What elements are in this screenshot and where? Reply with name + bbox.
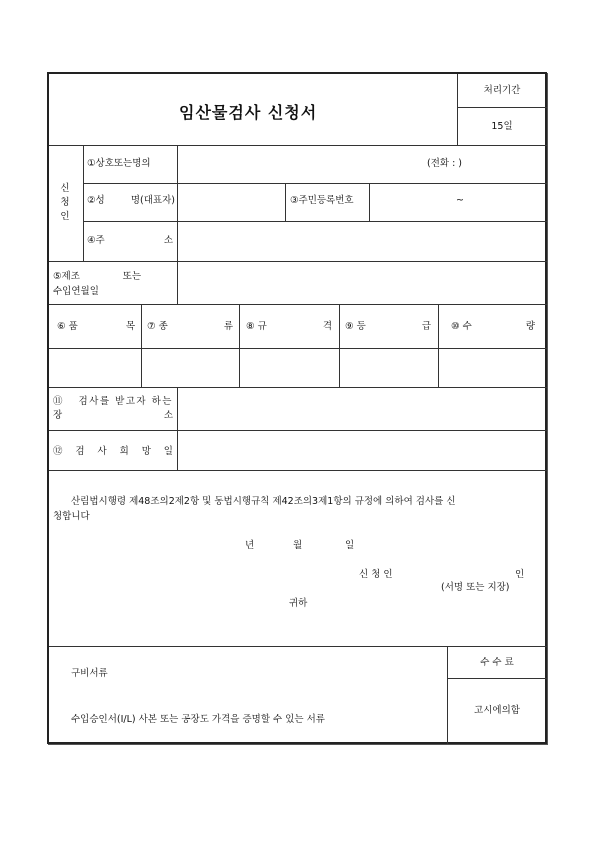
divider: [49, 387, 547, 388]
applicant-signature-label: 신 청 인: [359, 569, 393, 580]
name-label-char: ②성: [87, 195, 105, 206]
manufacture-date-label-line2: 수입연월일: [53, 286, 99, 297]
divider: [457, 107, 547, 108]
date-label-char: 희: [119, 446, 129, 457]
divider: [239, 304, 240, 387]
phone-label: (전화 : ): [427, 158, 463, 169]
fee-label: 수 수 료: [480, 657, 514, 668]
column-char: 품: [68, 321, 78, 332]
field-number: ⑫: [53, 446, 63, 457]
column-number: ⑦: [147, 321, 156, 332]
divider: [83, 183, 547, 184]
date-label-char: 검: [75, 446, 85, 457]
address-label-char: ④주: [87, 235, 105, 246]
business-name-label: ①상호또는명의: [87, 158, 151, 169]
name-label: [87, 195, 175, 207]
divider: [49, 304, 547, 305]
column-number: ⑨: [345, 321, 354, 332]
column-char: 격: [322, 321, 332, 332]
field-number: ⑪: [53, 396, 63, 407]
seal-mark: 인: [515, 569, 525, 580]
column-header-grade: [345, 321, 431, 333]
manufacture-label-word: ⑤제조: [53, 271, 80, 282]
inspection-place-char: 장: [53, 410, 63, 421]
signature-note: (서명 또는 지장): [441, 582, 510, 593]
inspection-date-label: [53, 446, 173, 458]
resident-number-separator: ~: [456, 195, 464, 206]
divider: [49, 430, 547, 431]
processing-period-value: 15일: [491, 121, 513, 132]
address-label-char: 소: [163, 235, 173, 246]
required-documents-label: 구비서류: [71, 668, 108, 679]
applicant-section-label: 신청인: [60, 183, 70, 222]
divider: [177, 430, 178, 470]
column-number: ⑧: [246, 321, 255, 332]
name-label-rep: 명(대표자): [130, 195, 175, 206]
divider: [49, 145, 547, 146]
divider: [83, 221, 547, 222]
divider: [49, 470, 547, 471]
date-year: 년: [245, 540, 255, 551]
manufacture-date-label-line1: [53, 271, 141, 283]
addressee-suffix: 귀하: [289, 598, 308, 609]
column-number: ⑥: [57, 321, 66, 332]
column-char: 등: [356, 321, 366, 332]
column-header-type: [147, 321, 233, 333]
column-char: 종: [158, 321, 168, 332]
divider: [83, 145, 84, 261]
column-char: 류: [223, 321, 233, 332]
address-label: [87, 235, 173, 247]
divider: [285, 183, 286, 221]
fee-value: 고시에의함: [474, 705, 520, 716]
inspection-place-label-line1: [53, 396, 173, 408]
column-header-item: [57, 321, 135, 333]
inspection-place-label-line2: [53, 410, 173, 422]
date-label-char: 일: [163, 446, 173, 457]
resident-number-label: ③주민등록번호: [290, 195, 354, 206]
date-month: 월: [293, 540, 303, 551]
divider: [49, 646, 547, 647]
divider: [339, 304, 340, 387]
column-header-quantity: [451, 321, 535, 333]
divider: [141, 304, 142, 387]
divider: [49, 348, 547, 349]
date-label-char: 망: [141, 446, 151, 457]
column-number: ⑩: [451, 321, 460, 332]
divider: [49, 261, 547, 262]
inspection-place-char: 소: [163, 410, 173, 421]
form-title: 임산물검사 신청서: [179, 103, 318, 122]
divider: [177, 387, 178, 430]
divider: [177, 145, 178, 261]
column-char: 규: [257, 321, 267, 332]
column-header-spec: [246, 321, 332, 333]
statement-line2: 청합니다: [53, 511, 90, 522]
column-char: 수: [462, 321, 472, 332]
date-label-char: 사: [97, 446, 107, 457]
processing-period-label: 처리기간: [483, 85, 521, 96]
statement-line1: 산림법시행령 제48조의2제2항 및 동법시행규칙 제42조의3제1항의 규정에 의하여 검사를 신: [71, 496, 456, 507]
inspection-place-text: 검사를 받고자 하는: [78, 396, 173, 407]
divider: [369, 183, 370, 221]
divider: [438, 304, 439, 387]
column-char: 급: [421, 321, 431, 332]
required-document-item: 수입승인서(I/L) 사본 또는 공장도 가격을 증명할 수 있는 서류: [71, 714, 325, 725]
manufacture-label-word: 또는: [122, 271, 141, 282]
date-day: 일: [345, 540, 355, 551]
column-char: 량: [525, 321, 535, 332]
column-char: 목: [125, 321, 135, 332]
divider: [177, 261, 178, 304]
inspection-application-form: [47, 72, 547, 744]
divider: [447, 678, 547, 679]
